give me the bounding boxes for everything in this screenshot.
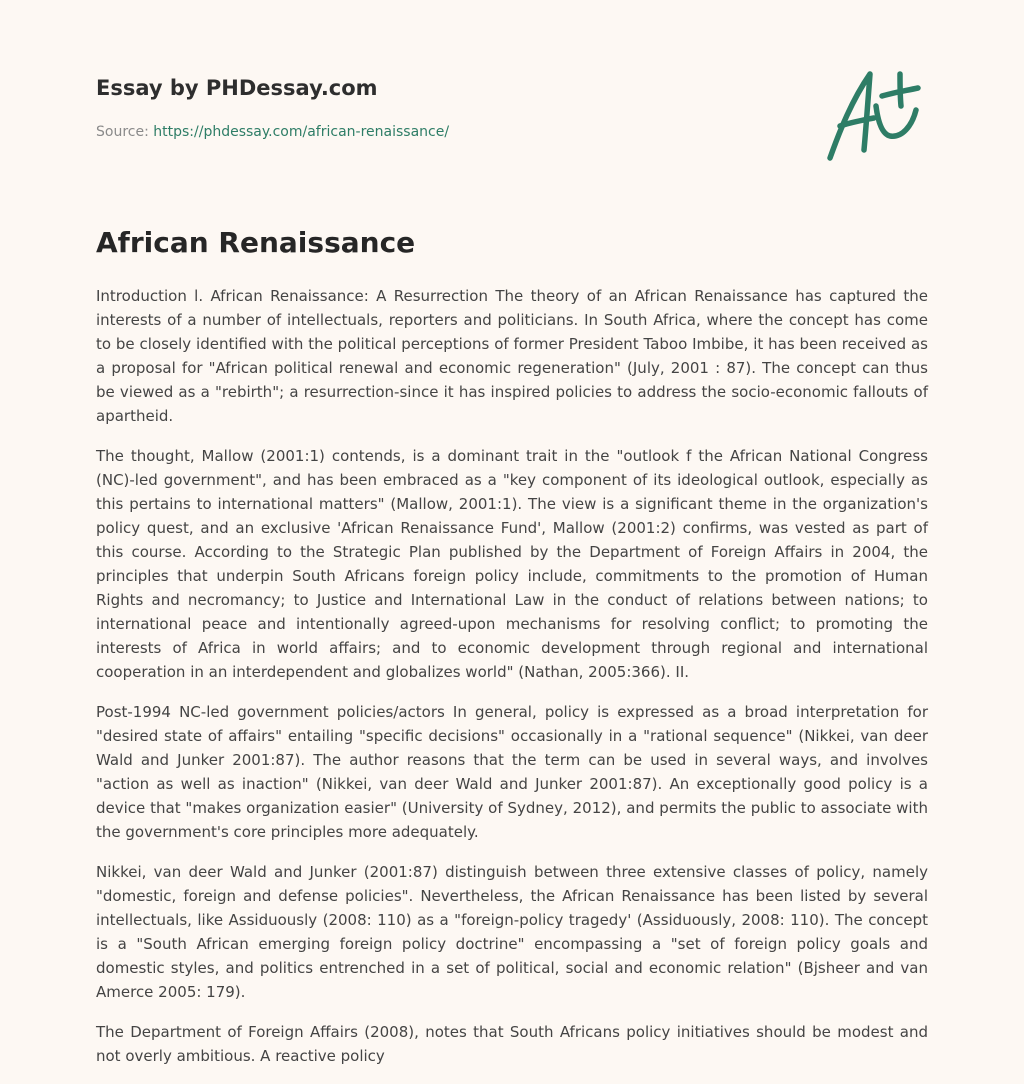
a-plus-logo-icon <box>824 66 928 166</box>
essay-paragraph: The thought, Mallow (2001:1) contends, is a dominant trait in the "outlook f the African National Congress (NC)-led government", and has been embraced as a "key component of its ideological outlook, especially as this pertains to international matters" (Mallow, 2001:1). The view is a significant theme in the organization's policy quest, and an exclusive 'African Renaissance Fund', Mallow (2001:2) confirms, was vested as part of this course. According to the Strategic Plan published by the Department of Foreign Affairs in 2004, the principles that underpin South Africans foreign policy include, commitments to the promotion of Human Rights and necromancy; to Justice and International Law in the conduct of relations between nations; to international peace and intentionally agreed-upon mechanisms for resolving conflict; to promoting the interests of Africa in world affairs; and to economic development through regional and international cooperation in an interdependent and globalizes world" (Nathan, 2005:366). II. <box>96 447 928 681</box>
essay-paragraph: Nikkei, van deer Wald and Junker (2001:87) distinguish between three extensive classes of policy, namely "domestic, foreign and defense policies". Nevertheless, the African Renaissance has been listed by several intellectuals, like Assiduously (2008: 110) as a "foreign-policy tragedy' (Assiduously, 2008: 110). The concept is a "South African emerging foreign policy doctrine" encompassing a "set of foreign policy goals and domestic styles, and politics entrenched in a set of political, social and economic relation" (Bjsheer and van Amerce 2005: 179). <box>96 863 928 1001</box>
essay-paragraph: Introduction l. African Renaissance: A Resurrection The theory of an African Renaissance has captured the interests of a number of intellectuals, reporters and politicians. In South Africa, where the concept has come to be closely identified with the political perceptions of former President Taboo Imbibe, it has been received as a proposal for "African political renewal and economic regeneration" (July, 2001 : 87). The concept can thus be viewed as a "rebirth"; a resurrection-since it has inspired policies to address the socio-economic fallouts of apartheid. <box>96 287 928 425</box>
source-line <box>96 124 449 140</box>
essay-paragraph: Post-1994 NC-led government policies/actors In general, policy is expressed as a broad interpretation for "desired state of affairs" entailing "specific decisions" occasionally in a "rational sequence" (Nikkei, van deer Wald and Junker 2001:87). The author reasons that the term can be used in several ways, and involves "action as well as inaction" (Nikkei, van deer Wald and Junker 2001:87). An exceptionally good policy is a device that "makes organization easier" (University of Sydney, 2012), and permits the public to associate with the government's core principles more adequately. <box>96 703 928 841</box>
source-label: Source: <box>96 124 154 140</box>
essay-body <box>96 284 928 1084</box>
essay-title: African Renaissance <box>96 226 416 259</box>
source-link[interactable]: https://phdessay.com/african-renaissance/ <box>153 124 450 140</box>
essay-paragraph: The Department of Foreign Affairs (2008), notes that South Africans policy initiatives should be modest and not overly ambitious. A reactive policy <box>96 1023 928 1065</box>
site-title: Essay by PHDessay.com <box>96 76 378 100</box>
